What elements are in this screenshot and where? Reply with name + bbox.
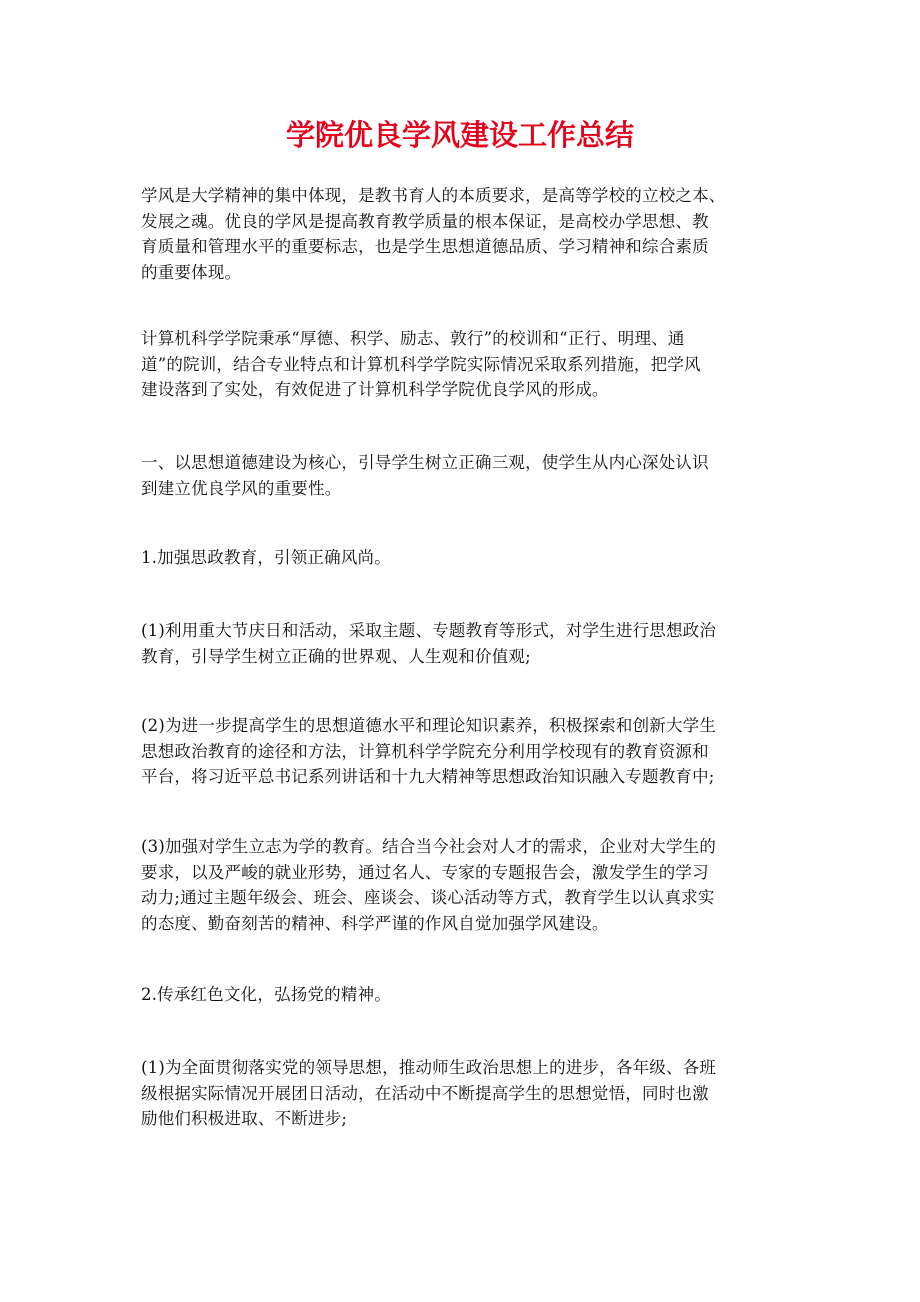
text-line: 1.加强思政教育，引领正确风尚。 <box>141 548 391 567</box>
list-item-1-2 <box>141 713 791 790</box>
text-line: 学风是大学精神的集中体现，是教书育人的本质要求，是高等学校的立校之本、 <box>141 186 726 205</box>
text-line: 教育，引导学生树立正确的世界观、人生观和价值观; <box>141 646 531 666</box>
text-line: 思想政治教育的途径和方法，计算机科学学院充分利用学校现有的教育资源和 <box>141 741 709 761</box>
text-line: 道”的院训，结合专业特点和计算机科学学院实际情况采取系列措施，把学风 <box>141 354 701 374</box>
subsection-heading-2 <box>141 982 791 1008</box>
list-item-2-1 <box>141 1055 791 1132</box>
text-line: 要求，以及严峻的就业形势，通过名人、专家的专题报告会，激发学生的学习 <box>141 862 709 882</box>
text-line: 建设落到了实处，有效促进了计算机科学学院优良学风的形成。 <box>141 380 609 399</box>
text-line: (1)为全面贯彻落实党的领导思想，推动师生政治思想上的进步，各年级、各班 <box>141 1058 717 1077</box>
text-line: 发展之魂。优良的学风是提高教育教学质量的根本保证，是高校办学思想、教 <box>141 211 709 231</box>
document-title: 学院优良学风建设工作总结 <box>285 118 634 152</box>
paragraph-college-motto <box>141 326 791 403</box>
text-line: 动力;通过主题年级会、班会、座谈会、谈心活动等方式，教育学生以认真求实 <box>141 888 715 907</box>
text-line: 计算机科学学院秉承“厚德、积学、励志、敦行”的校训和“正行、明理、通 <box>141 329 685 348</box>
text-line: 励他们积极进取、不断进步; <box>141 1109 348 1128</box>
subsection-heading-1 <box>141 545 791 571</box>
text-line: 平台，将习近平总书记系列讲话和十九大精神等思想政治知识融入专题教育中; <box>141 767 715 786</box>
text-line: 级根据实际情况开展团日活动，在活动中不断提高学生的思想觉悟，同时也激 <box>141 1083 709 1103</box>
text-line: 一、以思想道德建设为核心，引导学生树立正确三观，使学生从内心深处认识 <box>141 453 709 472</box>
list-item-1-3 <box>141 834 791 936</box>
text-line: (3)加强对学生立志为学的教育。结合当今社会对人才的需求，企业对大学生的 <box>141 837 717 856</box>
text-line: 育质量和管理水平的重要标志，也是学生思想道德品质、学习精神和综合素质 <box>141 237 709 256</box>
list-item-1-1 <box>141 618 791 669</box>
text-line: 到建立优良学风的重要性。 <box>141 478 342 498</box>
text-line: 的重要体现。 <box>141 262 242 282</box>
paragraph-intro <box>141 183 791 285</box>
text-line: 2.传承红色文化，弘扬党的精神。 <box>141 985 391 1004</box>
text-line: 的态度、勤奋刻苦的精神、科学严谨的作风自觉加强学风建设。 <box>141 913 609 933</box>
section-heading-1 <box>141 450 791 501</box>
text-line: (1)利用重大节庆日和活动，采取主题、专题教育等形式，对学生进行思想政治 <box>141 621 717 640</box>
text-line: (2)为进一步提高学生的思想道德水平和理论知识素养，积极探索和创新大学生 <box>141 716 717 735</box>
